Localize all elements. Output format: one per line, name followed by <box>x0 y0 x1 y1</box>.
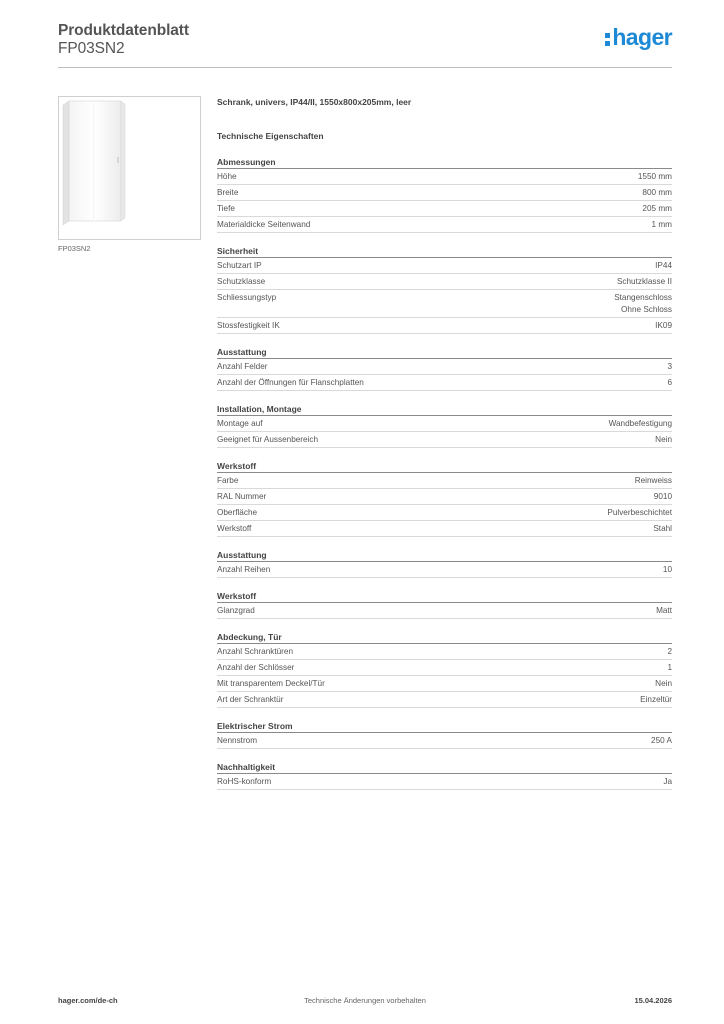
cabinet-illustration <box>59 97 200 239</box>
property-label: Mit transparentem Deckel/Tür <box>217 679 325 688</box>
document-title: Produktdatenblatt <box>58 22 189 39</box>
property-section <box>217 631 672 708</box>
property-row <box>217 676 672 692</box>
page-footer <box>58 996 672 1010</box>
property-value: Stangenschloss Ohne Schloss <box>614 293 672 314</box>
property-row <box>217 201 672 217</box>
footer-url[interactable]: hager.com/de-ch <box>58 996 118 1005</box>
property-value: 1 <box>667 663 672 672</box>
property-row <box>217 432 672 448</box>
section-title: Abdeckung, Tür <box>217 631 672 644</box>
property-label: Anzahl Reihen <box>217 565 271 574</box>
property-label: Oberfläche <box>217 508 258 517</box>
property-value: 1 mm <box>651 220 672 229</box>
property-value: Nein <box>655 435 672 444</box>
property-row <box>217 217 672 233</box>
property-section <box>217 761 672 790</box>
section-title: Nachhaltigkeit <box>217 761 672 774</box>
property-label: Montage auf <box>217 419 263 428</box>
property-value: 9010 <box>653 492 672 501</box>
property-label: Anzahl der Öffnungen für Flanschplatten <box>217 378 364 387</box>
section-title: Sicherheit <box>217 245 672 258</box>
property-label: Nennstrom <box>217 736 258 745</box>
property-value: Stahl <box>653 524 672 533</box>
property-row <box>217 169 672 185</box>
product-image <box>58 96 201 240</box>
property-row <box>217 603 672 619</box>
property-section <box>217 460 672 537</box>
section-title: Werkstoff <box>217 590 672 603</box>
property-row <box>217 644 672 660</box>
property-label: Anzahl Schranktüren <box>217 647 294 656</box>
property-row <box>217 505 672 521</box>
property-label: Tiefe <box>217 204 235 213</box>
property-section <box>217 590 672 619</box>
property-row <box>217 562 672 578</box>
property-label: Schliessungstyp <box>217 293 277 302</box>
property-label: Farbe <box>217 476 239 485</box>
property-row <box>217 274 672 290</box>
section-title: Elektrischer Strom <box>217 720 672 733</box>
property-row <box>217 290 672 318</box>
property-label: Werkstoff <box>217 524 252 533</box>
image-caption: FP03SN2 <box>58 244 91 253</box>
section-title: Installation, Montage <box>217 403 672 416</box>
property-label: Art der Schranktür <box>217 695 284 704</box>
property-row <box>217 375 672 391</box>
property-value: Matt <box>656 606 672 615</box>
property-value: Einzeltür <box>640 695 672 704</box>
section-title: Werkstoff <box>217 460 672 473</box>
product-details <box>217 96 672 790</box>
section-title: Ausstattung <box>217 549 672 562</box>
property-value: 205 mm <box>642 204 672 213</box>
property-label: Schutzart IP <box>217 261 262 270</box>
footer-notice: Technische Änderungen vorbehalten <box>304 996 426 1005</box>
property-label: Höhe <box>217 172 237 181</box>
property-row <box>217 258 672 274</box>
page-header <box>58 20 672 68</box>
property-row <box>217 660 672 676</box>
properties-table <box>217 156 672 790</box>
property-section <box>217 245 672 334</box>
property-value: 3 <box>667 362 672 371</box>
section-title: Ausstattung <box>217 346 672 359</box>
property-value: 6 <box>667 378 672 387</box>
property-label: RoHS-konform <box>217 777 272 786</box>
property-label: Breite <box>217 188 239 197</box>
logo-text: hager <box>612 24 672 50</box>
property-section <box>217 156 672 233</box>
property-value: Schutzklasse II <box>616 277 672 286</box>
property-value: Wandbefestigung <box>608 419 672 428</box>
property-value: Reinweiss <box>634 476 672 485</box>
property-label: RAL Nummer <box>217 492 267 501</box>
property-value: 2 <box>667 647 672 656</box>
property-value: 1550 mm <box>637 172 672 181</box>
property-row <box>217 473 672 489</box>
property-section <box>217 720 672 749</box>
property-value: 800 mm <box>642 188 672 197</box>
property-value: IP44 <box>655 261 672 270</box>
property-value: 10 <box>662 565 672 574</box>
property-label: Geeignet für Aussenbereich <box>217 435 319 444</box>
properties-heading: Technische Eigenschaften <box>217 131 324 141</box>
property-label: Anzahl Felder <box>217 362 268 371</box>
property-label: Materialdicke Seitenwand <box>217 220 311 229</box>
product-description: Schrank, univers, IP44/II, 1550x800x205mm, leer <box>217 97 412 107</box>
property-value: IK09 <box>655 321 672 330</box>
property-value: Pulverbeschichtet <box>607 508 672 517</box>
property-row <box>217 774 672 790</box>
property-section <box>217 549 672 578</box>
property-section <box>217 346 672 391</box>
property-label: Schutzklasse <box>217 277 266 286</box>
property-label: Glanzgrad <box>217 606 255 615</box>
property-label: Stossfestigkeit IK <box>217 321 280 330</box>
property-row <box>217 318 672 334</box>
footer-date: 15.04.2026 <box>634 996 672 1005</box>
property-row <box>217 489 672 505</box>
property-row <box>217 692 672 708</box>
property-value: 250 A <box>651 736 672 745</box>
property-row <box>217 416 672 432</box>
property-row <box>217 185 672 201</box>
property-value: Ja <box>663 777 672 786</box>
logo-dots-icon <box>605 30 610 46</box>
property-section <box>217 403 672 448</box>
product-code: FP03SN2 <box>58 40 125 57</box>
property-row <box>217 359 672 375</box>
property-label: Anzahl der Schlösser <box>217 663 295 672</box>
section-title: Abmessungen <box>217 156 672 169</box>
hager-logo <box>605 26 672 49</box>
property-value: Nein <box>655 679 672 688</box>
property-row <box>217 733 672 749</box>
property-row <box>217 521 672 537</box>
